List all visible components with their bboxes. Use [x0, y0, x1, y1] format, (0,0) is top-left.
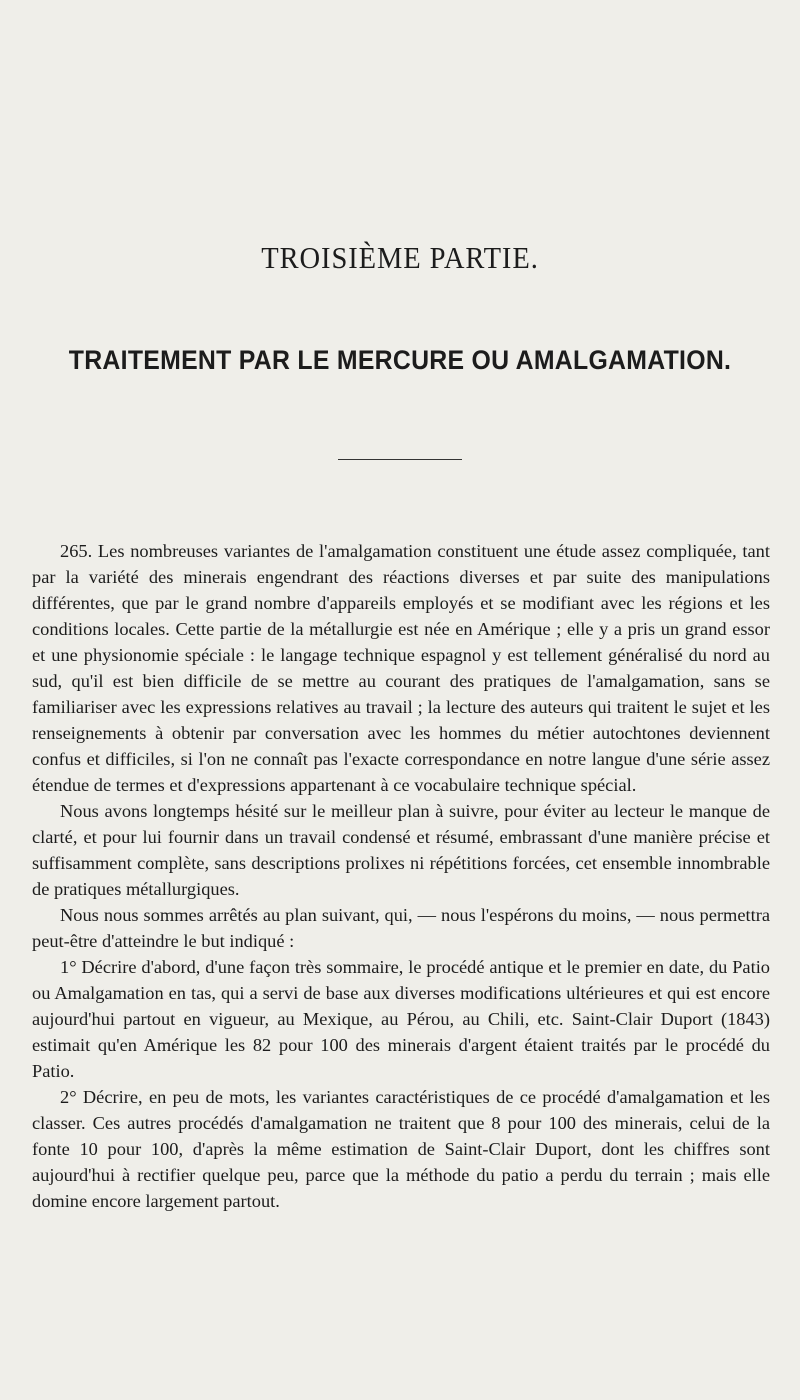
section-title: TRAITEMENT PAR LE MERCURE OU AMALGAMATION.	[68, 345, 732, 375]
paragraph-plan-intro: Nous nous sommes arrêtés au plan suivant, qui, — nous l'espérons du moins, — nous permettra peut-être d'atteindre le but indiqué :	[32, 905, 770, 951]
paragraph-265: 265. Les nombreuses variantes de l'amalgamation constituent une étude assez compliquée, tant par la variété des minerais engendrant des réactions diverses et par suite des manipulations différentes, que par le grand nombre d'appareils employés et se modifiant avec les régions et les conditions locales. Cette partie de la métallurgie est née en Amérique ; elle y a pris un grand essor et une physionomie spéciale : le langage technique espagnol y est tellement généralisé du nord au sud, qu'il est bien difficile de se mettre au courant des pratiques de l'amalgamation, sans se familiariser avec les expressions relatives au travail ; la lecture des auteurs qui traitent le sujet et les renseignements à obtenir par conversation avec les hommes du métier autochtones deviennent confus et difficiles, si l'on ne connaît pas l'exacte correspondance en notre langue d'une série assez étendue de termes et d'expressions appartenant à ce vocabulaire technique spécial.	[32, 541, 770, 795]
paragraph-item-1: 1° Décrire d'abord, d'une façon très sommaire, le procédé antique et le premier en date, du Patio ou Amalgamation en tas, qui a servi de base aux diverses modifications ultérieures et qui est encore aujourd'hui partout en vigueur, au Mexique, au Pérou, au Chili, etc. Saint-Clair Duport (1843) estimait qu'en Amérique les 82 pour 100 des minerais d'argent étaient traités par le procédé du Patio.	[32, 957, 770, 1081]
body-text	[32, 538, 770, 1214]
part-title: TROISIÈME PARTIE.	[261, 240, 539, 275]
divider-rule	[338, 459, 462, 460]
paragraph-item-2: 2° Décrire, en peu de mots, les variantes caractéristiques de ce procédé d'amalgamation et les classer. Ces autres procédés d'amalgamation ne traitent que 8 pour 100 des minerais, celui de la fonte 10 pour 100, d'après la même estimation de Saint-Clair Duport, dont les chiffres sont aujourd'hui à rectifier quelque peu, parce que la méthode du patio a perdu du terrain ; mais elle domine encore largement partout.	[32, 1087, 770, 1211]
paragraph-plan: Nous avons longtemps hésité sur le meilleur plan à suivre, pour éviter au lecteur le manque de clarté, et pour lui fournir dans un travail condensé et résumé, embrassant d'une manière précise et suffisamment complète, sans descriptions prolixes ni répétitions forcées, cet ensemble innombrable de pratiques métallurgiques.	[32, 801, 770, 899]
